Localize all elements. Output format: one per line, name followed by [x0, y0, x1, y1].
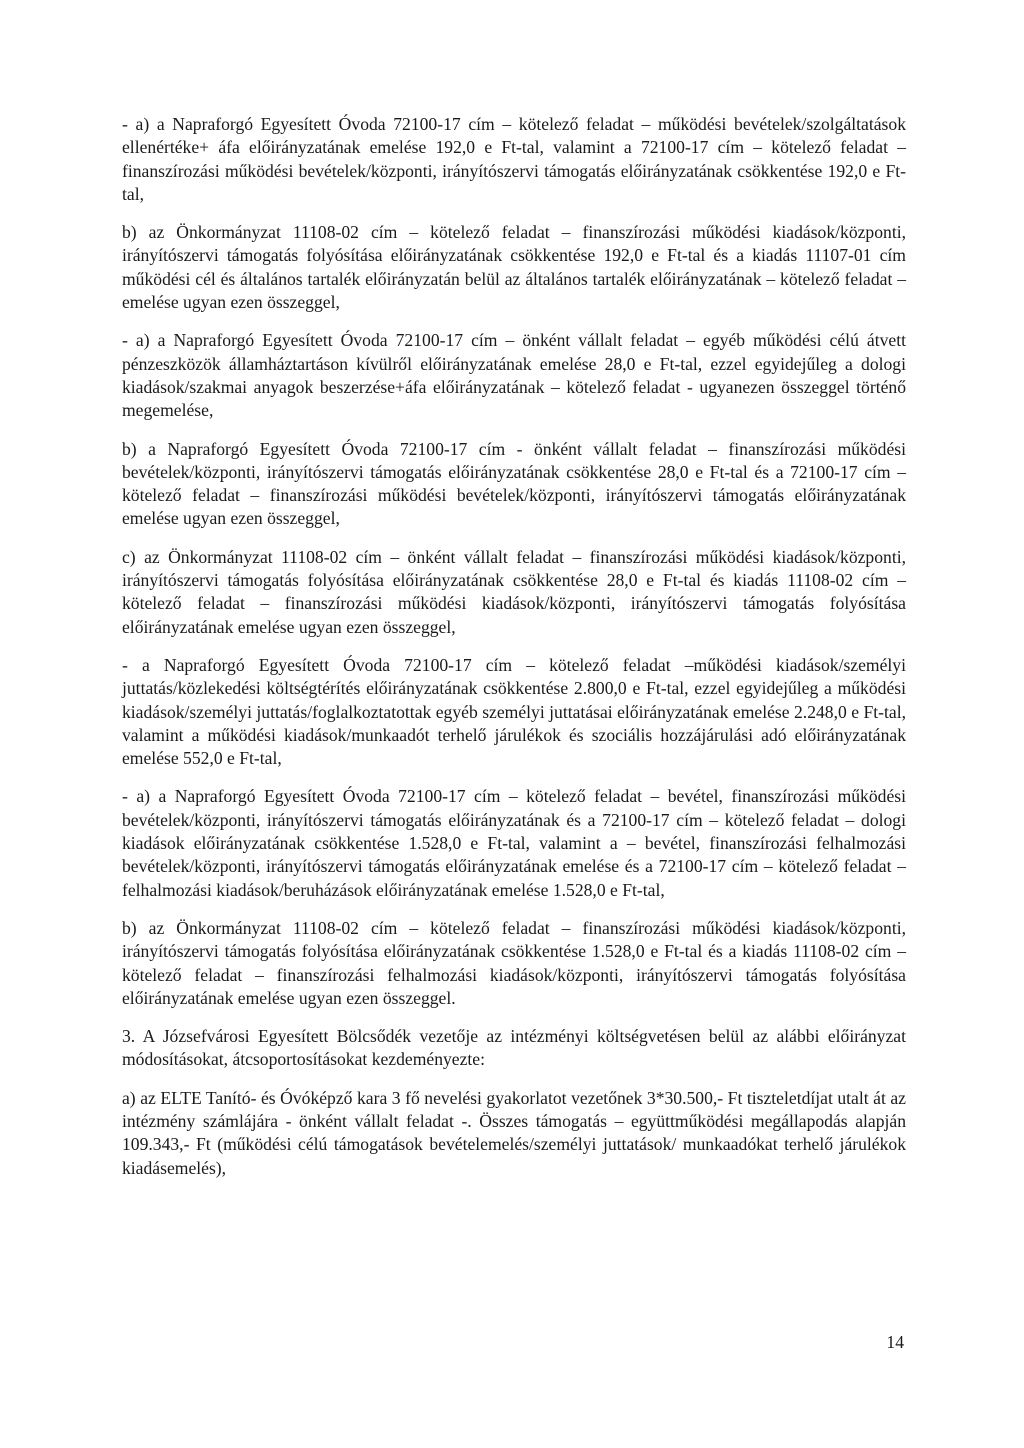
- paragraph: a) az ELTE Tanító- és Óvóképző kara 3 fő nevelési gyakorlatot vezetőnek 3*30.500,- Ft tiszteletdíjat utalt át az intézmény számlájára - önként vállalt feladat -. Összes támogatás – együttműködési megállapodás alapján 109.343,- Ft (működési célú támogatások bevételemelés/személyi juttatások/ munkaadókat terhelő járulékok kiadásemelés),: [122, 1087, 906, 1178]
- paragraph: - a) a Napraforgó Egyesített Óvoda 72100-17 cím – kötelező feladat – működési bevételek/szolgáltatások ellenértéke+ áfa előirányzatának emelése 192,0 e Ft-tal, valamint a 72100-17 cím – kötelező feladat – finanszírozási működési bevételek/központi, irányítószervi támogatás előirányzatának csökkentése 192,0 e Ft-tal,: [122, 114, 906, 204]
- paragraph: b) az Önkormányzat 11108-02 cím – kötelező feladat – finanszírozási működési kiadások/központi, irányítószervi támogatás folyósítása előirányzatának csökkentése 1.528,0 e Ft-tal és a kiadás 11108-02 cím – kötelező feladat – finanszírozási felhalmozási kiadások/központi, irányítószervi támogatás folyósítása előirányzatának emelése ugyan ezen összeggel.: [122, 917, 906, 1008]
- paragraph: - a) a Napraforgó Egyesített Óvoda 72100-17 cím – kötelező feladat – bevétel, finanszírozási működési bevételek/központi, irányítószervi támogatás előirányzatának és a 72100-17 cím – kötelező feladat – dologi kiadások előirányzatának csökkentése 1.528,0 e Ft-tal, valamint a – bevétel, finanszírozási felhalmozási bevételek/központi, irányítószervi támogatás előirányzatának emelése és a 72100-17 cím – kötelező feladat – felhalmozási kiadások/beruházások előirányzatának emelése 1.528,0 e Ft-tal,: [122, 786, 906, 900]
- paragraph: - a Napraforgó Egyesített Óvoda 72100-17 cím – kötelező feladat –működési kiadások/személyi juttatás/közlekedési költségtérítés előirányzatának csökkentése 2.800,0 e Ft-tal, ezzel egyidejűleg a működési kiadások/személyi juttatás/foglalkoztatottak egyéb személyi juttatásai előirányzatának emelése 2.248,0 e Ft-tal, valamint a működési kiadások/munkaadót terhelő járulékok és szociális hozzájárulási adó előirányzatának emelése 552,0 e Ft-tal,: [122, 654, 906, 769]
- section-heading-paragraph: 3. A Józsefvárosi Egyesített Bölcsődék vezetője az intézményi költségvetésen belül az alábbi előirányzat módosításokat, átcsoportosításokat kezdeményezte:: [122, 1026, 906, 1070]
- paragraph: c) az Önkormányzat 11108-02 cím – önként vállalt feladat – finanszírozási működési kiadások/központi, irányítószervi támogatás folyósítása előirányzatának csökkentése 28,0 e Ft-tal és kiadás 11108-02 cím – kötelező feladat – finanszírozási működési kiadások/központi, irányítószervi támogatás folyósítása előirányzatának emelése ugyan ezen összeggel,: [122, 546, 906, 637]
- page-number: 14: [886, 1332, 904, 1352]
- paragraph: b) a Napraforgó Egyesített Óvoda 72100-17 cím - önként vállalt feladat – finanszírozási működési bevételek/központi, irányítószervi támogatás előirányzatának csökkentése 28,0 e Ft-tal és a 72100-17 cím – kötelező feladat – finanszírozási működési bevételek/központi, irányítószervi támogatás előirányzatának emelése ugyan ezen összeggel,: [122, 438, 906, 529]
- paragraph: - a) a Napraforgó Egyesített Óvoda 72100-17 cím – önként vállalt feladat – egyéb működési célú átvett pénzeszközök államháztartáson kívülről előirányzatának emelése 28,0 e Ft-tal, ezzel egyidejűleg a dologi kiadások/szakmai anyagok beszerzése+áfa előirányzatának – kötelező feladat - ugyanezen összeggel történő megemelése,: [122, 330, 906, 421]
- paragraph: b) az Önkormányzat 11108-02 cím – kötelező feladat – finanszírozási működési kiadások/központi, irányítószervi támogatás folyósítása előirányzatának csökkentése 192,0 e Ft-tal és a kiadás 11107-01 cím működési cél és általános tartalék előirányzatán belül az általános tartalék előirányzatának – kötelező feladat – emelése ugyan ezen összeggel,: [122, 222, 906, 313]
- document-body: [122, 113, 906, 1180]
